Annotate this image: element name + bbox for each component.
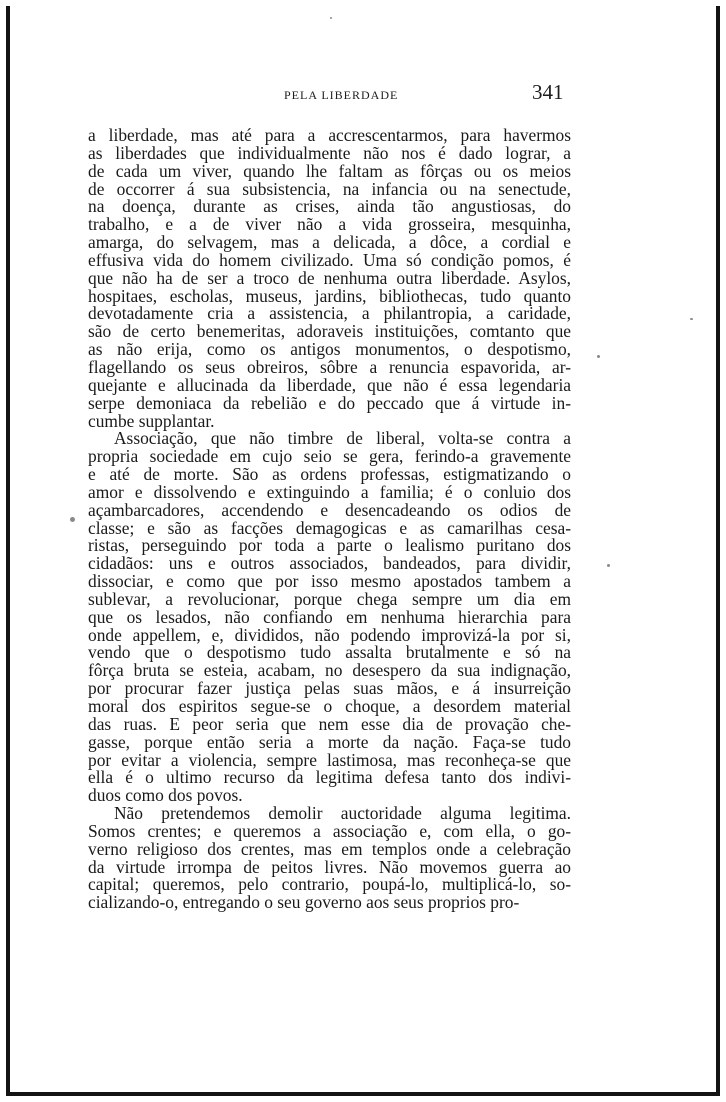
text-line: serpe demoniaca da rebelião e do peccado que á virtude in- xyxy=(88,392,571,413)
running-title: PELA LIBERDADE xyxy=(284,88,399,102)
paragraph xyxy=(88,805,571,912)
text-line: sublevar, a revolucionar, porque chega sempre um dia em xyxy=(88,588,571,609)
text-line: que os lesados, não confiando em nenhuma hierarchia para xyxy=(88,606,571,627)
text-line: das ruas. E peor seria que nem esse dia de provação che- xyxy=(88,713,571,734)
text-line: ristas, perseguindo por toda a parte o lealismo puritano dos xyxy=(88,535,571,556)
text-line: amor e dissolvendo e extinguindo a familia; é o conluio dos xyxy=(88,481,571,502)
text-line: Somos crentes; e queremos a associação e, com ella, o go- xyxy=(88,820,571,841)
speck xyxy=(330,17,332,19)
text-line: quejante e allucinada da liberdade, que não é essa legendaria xyxy=(88,374,571,395)
speck xyxy=(690,318,693,320)
text-line: duos como dos povos. xyxy=(88,785,243,806)
text-line: trabalho, e a de viver não a vida grosseira, mesquinha, xyxy=(88,214,571,235)
text-line: a liberdade, mas até para a accrescentarmos, para havermos xyxy=(88,125,571,145)
text-line: por evitar a violencia, sempre lastimosa, mas reconheça-se que xyxy=(88,749,571,770)
text-line: Associação, que não timbre de liberal, volta-se contra a xyxy=(114,428,571,449)
speck xyxy=(597,355,600,358)
text-line: fôrça bruta se esteia, acabam, no desespero da sua indignação, xyxy=(88,660,571,681)
text-line: da virtude irrompa de peitos livres. Não movemos guerra ao xyxy=(88,856,571,877)
speck xyxy=(607,564,610,567)
text-line: classe; e são as facções demagogicas e as camarilhas cesa- xyxy=(88,517,571,538)
page-number: 341 xyxy=(532,80,564,104)
text-line: açambarcadores, accendendo e desencadeando os odios de xyxy=(88,499,571,520)
paragraph xyxy=(88,127,571,430)
text-line: de occorrer á sua subsistencia, na infancia ou na senectude, xyxy=(88,178,571,199)
text-line: que não ha de ser a troco de nenhuma outra liberdade. Asylos, xyxy=(88,267,571,288)
text-line: hospitaes, escholas, museus, jardins, bibliothecas, tudo quanto xyxy=(88,285,571,306)
text-line: devotadamente cria a assistencia, a philantropia, a caridade, xyxy=(88,303,571,324)
text-line: vendo que o despotismo tudo assalta brutalmente e só na xyxy=(88,642,571,663)
paragraph xyxy=(88,430,571,805)
text-line: cializando-o, entregando o seu governo aos seus proprios pro- xyxy=(88,892,520,913)
text-line: são de certo benemeritas, adoraveis instituições, comtanto que xyxy=(88,321,571,342)
text-line: por procurar fazer justiça pelas suas mãos, e á insurreição xyxy=(88,678,571,699)
text-line: verno religioso dos crentes, mas em templos onde a celebração xyxy=(88,838,571,859)
text-line: Não pretendemos demolir auctoridade alguma legitima. xyxy=(114,803,571,824)
body-text xyxy=(88,127,571,912)
text-line: onde appellem, e, divididos, não podendo improvizá-la por si, xyxy=(88,624,571,645)
text-line: effusiva vida do homem civilizado. Uma só condição pomos, é xyxy=(88,249,571,270)
text-line: de cada um viver, quando lhe faltam as fôrças ou os meios xyxy=(88,160,571,181)
text-line: propria sociedade em cujo seio se gera, ferindo-a gravemente xyxy=(88,446,571,467)
text-line: gasse, porque então seria a morte da nação. Faça-se tudo xyxy=(88,731,571,752)
text-line: as não erija, como os antigos monumentos, o despotismo, xyxy=(88,339,571,360)
text-line: dissociar, e como que por isso mesmo apostados tambem a xyxy=(88,571,571,592)
text-line: e até de morte. São as ordens professas, estigmatizando o xyxy=(88,464,571,485)
text-line: capital; queremos, pelo contrario, poupá-lo, multiplicá-lo, so- xyxy=(88,874,571,895)
text-line: cumbe supplantar. xyxy=(88,410,215,431)
text-line: cidadãos: uns e outros associados, bandeados, para dividir, xyxy=(88,553,571,574)
speck xyxy=(70,517,75,522)
text-line: as liberdades que individualmente não nos é dado lograr, a xyxy=(88,142,571,163)
text-line: na doença, durante as crises, ainda tão angustiosas, do xyxy=(88,196,571,217)
text-line: flagellando os seus obreiros, sôbre a renuncia espavorida, ar- xyxy=(88,356,571,377)
text-line: ella é o ultimo recurso da legitima defesa tanto dos indivi- xyxy=(88,767,571,788)
text-line: moral dos espiritos segue-se o choque, a desordem material xyxy=(88,696,571,716)
text-line: amarga, do selvagem, mas a delicada, a dôce, a cordial e xyxy=(88,232,571,253)
